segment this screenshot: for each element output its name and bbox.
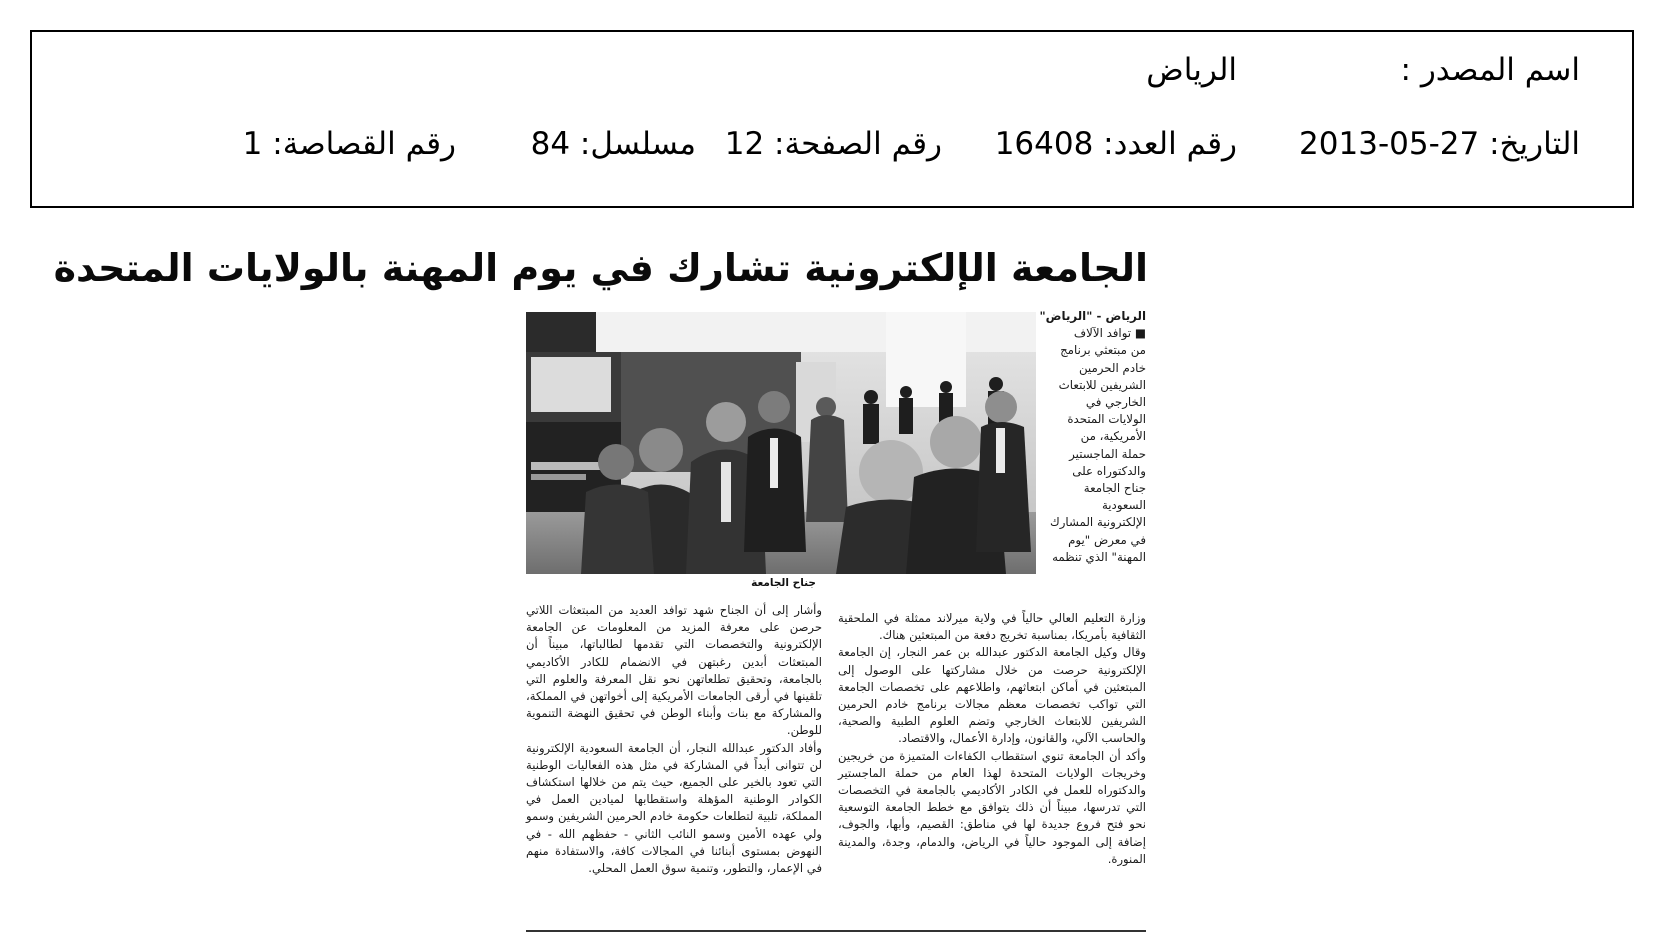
clipping-field: رقم القصاصة: 1: [242, 126, 456, 162]
date-field: التاريخ: 27-05-2013: [1299, 126, 1580, 162]
page-field: رقم الصفحة: 12: [724, 126, 942, 162]
issue-field: رقم العدد: 16408: [994, 126, 1237, 162]
source-value: الرياض: [1146, 52, 1237, 88]
paragraph: وزارة التعليم العالي حالياً في ولاية ميرلاند ممثلة في الملحقية الثقافية بأمريكا، بمناسبة تخريج دفعة من المبتعثين هناك.: [838, 611, 1146, 643]
article-column-left: [526, 602, 822, 877]
paragraph: وأفاد الدكتور عبدالله النجار، أن الجامعة السعودية الإلكترونية لن تتوانى أبداً في المشاركة في مثل هذه الفعاليات الوطنية التي تعود بالخير على الجميع، حيث يتم من خلالها استكشاف الكوادر الوطنية المؤهلة واستقطابها لميادين العمل في المملكة، تلبية لتطلعات حكومة خادم الحرمين الشريفين وسمو ولي عهده الأمين وسمو النائب الثاني - حفظهم الله - في النهوض بمستوى أبنائنا في المجالات كافة، والاستفادة منهم في الإعمار، والتطور، وتنمية سوق العمل المحلي.: [526, 740, 822, 876]
article-column-right: [838, 610, 1146, 868]
paragraph: وقال وكيل الجامعة الدكتور عبدالله بن عمر النجار، إن الجامعة الإلكترونية حرصت من خلال مشاركتها على الوصول إلى المبتعثين في أماكن ابتعاثهم، واطلاعهم على تخصصات الجامعة التي تواكب تخصصات معظم مجالات برنامج خادم الحرمين الشريفين للابتعاث الخارجي وتضم العلوم الطبية والصحية، والحاسب الآلي، والقانون، وإدارة الأعمال، والاقتصاد.: [838, 645, 1146, 746]
intro-line: في معرض "يوم: [1068, 532, 1146, 547]
intro-line: الأمريكية، من: [1080, 429, 1146, 444]
paragraph: وأشار إلى أن الجناح شهد توافد العديد من المبتعثات اللاتي حرصن على معرفة المزيد من المعلومات عن الجامعة الإلكترونية والتخصصات التي تقدمها لطالباتها، مبيناً أن المبتعثات أبدين رغبتهن في الانضمام للكادر الأكاديمي بالجامعة، وتحقيق تطلعاتهن نحو نقل المعرفة والعلوم التي تلقينها في أرقى الجامعات الأمريكية إلى أخواتهن في المملكة، والمشاركة مع بنات وأبناء الوطن في تحقيق النهضة التنموية للوطن.: [526, 603, 822, 738]
intro-line: الخارجي في: [1085, 395, 1146, 410]
source-label: اسم المصدر :: [1400, 52, 1580, 88]
intro-line: جناح الجامعة: [1083, 481, 1146, 496]
article-intro: [1036, 308, 1146, 566]
intro-line: والدكتوراه على: [1072, 463, 1146, 478]
intro-line: الشريفين للابتعاث: [1058, 377, 1146, 392]
serial-field: مسلسل: 84: [530, 126, 696, 162]
paragraph: وأكد أن الجامعة تنوي استقطاب الكفاءات المتميزة من خريجين وخريجات الولايات المتحدة لهذا العام من حملة الماجستير والدكتوراه للعمل في الكادر الأكاديمي بالجامعة في التخصصات التي تدرسها، مبيناً أن ذلك يتوافق مع خطط الجامعة التوسعية نحو فتح فروع جديدة لها في مناطق: القصيم، وأبها، والجوف، إضافة إلى الموجود حالياً في الرياض، والدمام، وجدة، والمدينة المنورة.: [838, 748, 1146, 866]
bottom-rule: [526, 930, 1146, 932]
intro-line: حملة الماجستير: [1069, 446, 1146, 461]
intro-line: من مبتعثي برنامج: [1060, 343, 1146, 358]
intro-line: الولايات المتحدة: [1067, 412, 1146, 427]
dateline: الرياض - "الرياض": [1039, 309, 1146, 323]
article-headline: الجامعة الإلكترونية تشارك في يوم المهنة بالولايات المتحدة: [53, 246, 1148, 290]
article-photo: [526, 312, 1036, 574]
intro-line: الإلكترونية المشارك: [1049, 515, 1146, 530]
metadata-box: [30, 30, 1634, 208]
photo-caption: جناح الجامعة: [751, 577, 816, 589]
intro-line: السعودية: [1101, 498, 1146, 513]
intro-line: خادم الحرمين: [1078, 360, 1146, 375]
intro-line: المهنة" الذي تنظمه: [1052, 549, 1146, 564]
intro-line: ■ توافد الآلاف: [1073, 326, 1146, 341]
